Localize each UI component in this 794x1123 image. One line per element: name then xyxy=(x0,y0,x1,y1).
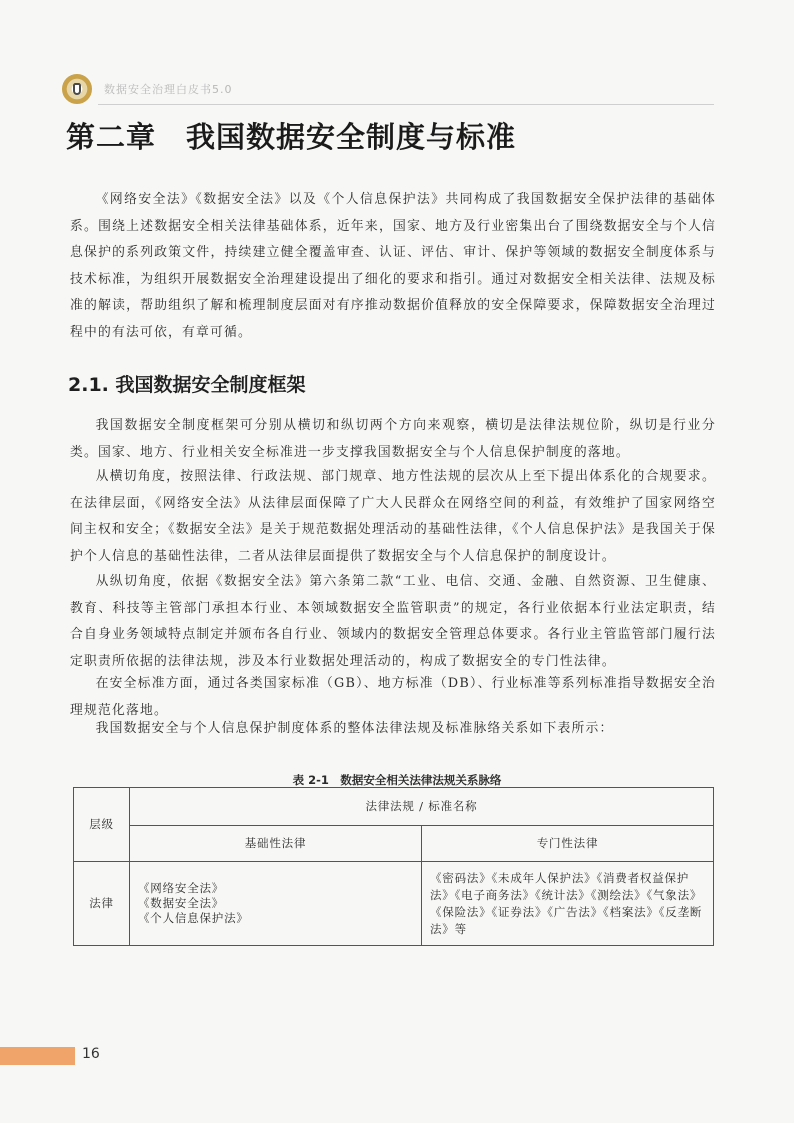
section-paragraph: 从横切角度，按照法律、行政法规、部门规章、地方性法规的层次从上至下提出体系化的合规要求。在法律层面，《网络安全法》从法律层面保障了广大人民群众在网络空间的利益，有效维护了国家网络空间主权和安全；《数据安全法》是关于规范数据处理活动的基础性法律，《个人信息保护法》是我国关于保护个人信息的基础性法律，二者从法律层面提供了数据安全与个人信息保护的制度设计。 xyxy=(70,469,716,564)
table-row xyxy=(74,788,714,826)
table-row xyxy=(74,862,714,946)
header-name-cell: 法律法规 / 标准名称 xyxy=(130,788,714,826)
basic-law-item: 《个人信息保护法》 xyxy=(138,911,249,925)
law-relationship-table xyxy=(73,787,714,946)
section-paragraph: 在安全标准方面，通过各类国家标准（GB）、地方标准（DB）、行业标准等系列标准指导数据安全治理规范化落地。 xyxy=(70,676,716,718)
section-title: 2.1. 我国数据安全制度框架 xyxy=(68,374,306,396)
basic-law-item: 《数据安全法》 xyxy=(138,896,225,910)
header-level-cell: 层级 xyxy=(74,788,130,862)
subheader-basic-cell: 基础性法律 xyxy=(130,826,422,862)
special-laws-cell: 《密码法》《未成年人保护法》《消费者权益保护法》《电子商务法》《统计法》《测绘法》《气象法》《保险法》《证券法》《广告法》《档案法》《反垄断法》等 xyxy=(422,862,714,946)
intro-paragraph: 《网络安全法》《数据安全法》以及《个人信息保护法》共同构成了我国数据安全保护法律的基础体系。围绕上述数据安全相关法律基础体系，近年来，国家、地方及行业密集出台了围绕数据安全与个人信息保护的系列政策文件，持续建立健全覆盖审查、认证、评估、审计、保护等领域的数据安全制度体系与技术标准，为组织开展数据安全治理建设提出了细化的要求和指引。通过对数据安全相关法律、法规及标准的解读，帮助组织了解和梳理制度层面对有序推动数据价值释放的安全保障要求，保障数据安全治理过程中的有法可依，有章可循。 xyxy=(70,192,716,340)
subheader-special-cell: 专门性法律 xyxy=(422,826,714,862)
section-paragraph: 我国数据安全制度框架可分别从横切和纵切两个方向来观察，横切是法律法规位阶，纵切是行业分类。国家、地方、行业相关安全标准进一步支撑我国数据安全与个人信息保护制度的落地。 xyxy=(70,418,716,460)
running-header xyxy=(62,70,714,106)
table-row xyxy=(74,826,714,862)
footer-accent-bar xyxy=(0,1047,75,1065)
row-level-cell: 法律 xyxy=(74,862,130,946)
logo-emblem-icon xyxy=(62,74,92,104)
basic-law-item: 《网络安全法》 xyxy=(138,881,225,895)
chapter-title: 第二章 我国数据安全制度与标准 xyxy=(66,120,517,154)
running-title: 数据安全治理白皮书5.0 xyxy=(104,83,233,96)
section-paragraph: 从纵切角度，依据《数据安全法》第六条第二款“工业、电信、交通、金融、自然资源、卫生健康、教育、科技等主管部门承担本行业、本领域数据安全监管职责”的规定，各行业依据本行业法定职责，结合自身业务领域特点制定并颁布各自行业、领域内的数据安全管理总体要求。各行业主管监管部门履行法定职责所依据的法律法规，涉及本行业数据处理活动的，构成了数据安全的专门性法律。 xyxy=(70,574,716,669)
table-caption: 表 2-1 数据安全相关法律法规关系脉络 xyxy=(292,773,502,787)
header-divider xyxy=(98,104,714,105)
section-paragraph: 我国数据安全与个人信息保护制度体系的整体法律法规及标准脉络关系如下表所示： xyxy=(95,721,614,736)
page-number: 16 xyxy=(82,1046,100,1062)
basic-laws-cell xyxy=(130,862,422,946)
